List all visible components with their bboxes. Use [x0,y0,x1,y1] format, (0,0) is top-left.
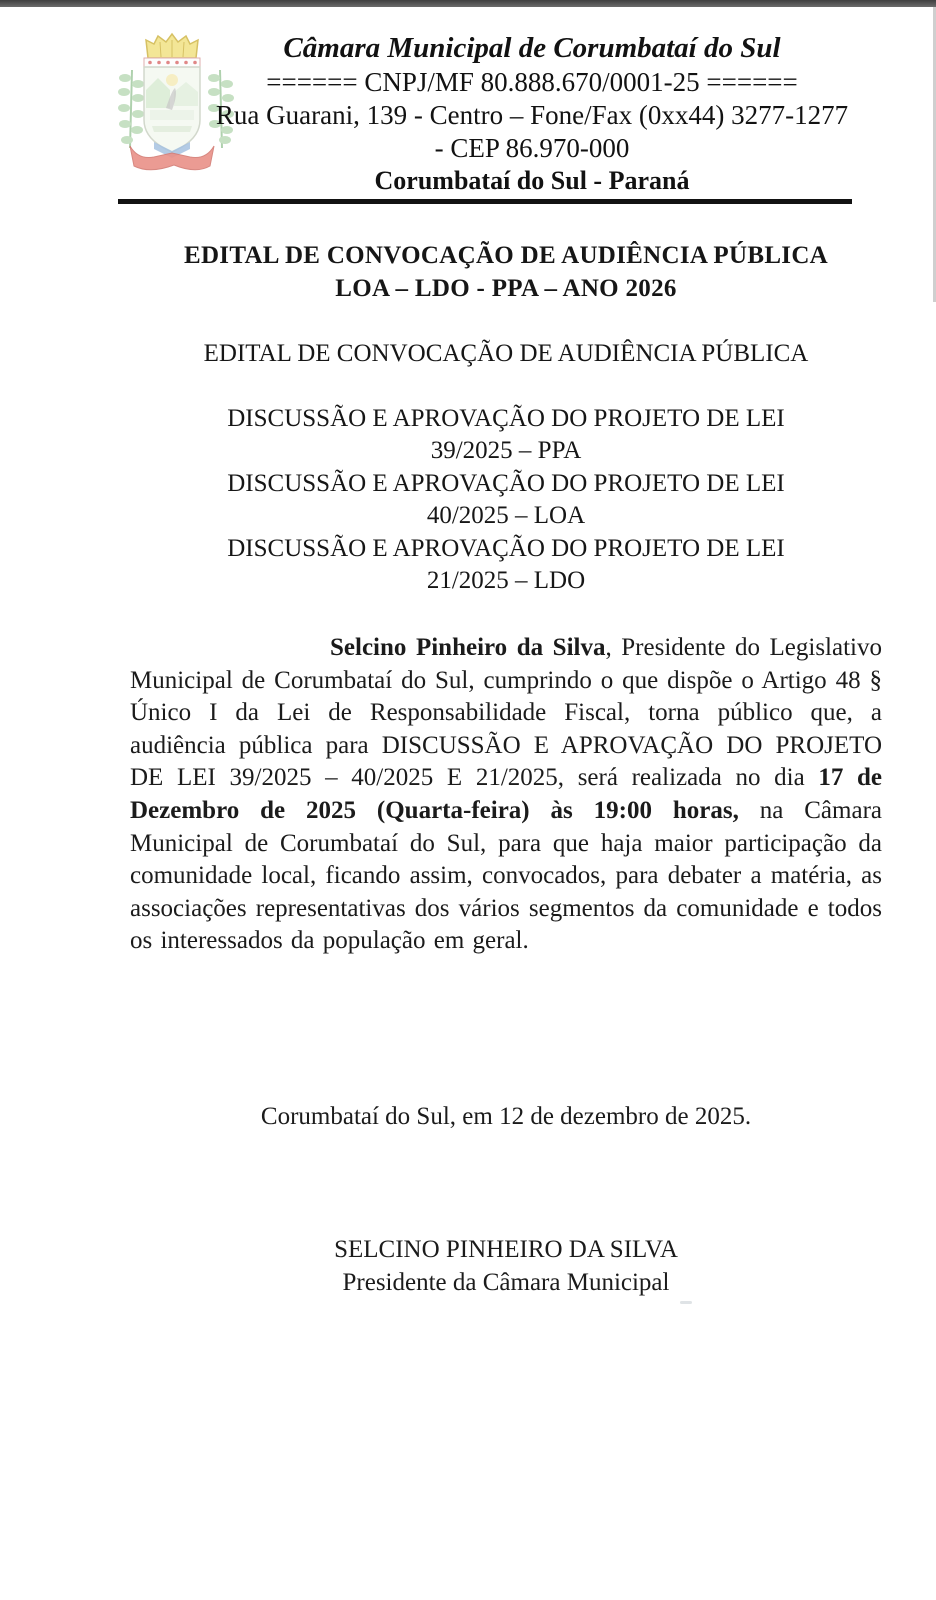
subject-3-line2: 21/2025 – LDO [426,567,586,594]
edital-subtitle: EDITAL DE CONVOCAÇÃO DE AUDIÊNCIA PÚBLICA [203,339,809,367]
edital-title-line2: LOA – LDO - PPA – ANO 2026 [335,274,677,302]
spacer [130,370,882,403]
signature-role: Presidente da Câmara Municipal [342,1269,670,1296]
president-name-inline: Selcino Pinheiro da Silva [330,634,606,661]
header-divider [118,199,852,204]
branch-left [118,70,144,148]
city-state-line: Corumbataí do Sul - Paraná [374,166,690,195]
edital-title-line1: EDITAL DE CONVOCAÇÃO DE AUDIÊNCIA PÚBLICA [183,242,829,269]
title-block [130,240,882,598]
cnpj-line: ====== CNPJ/MF 80.888.670/0001-25 ====== [266,67,798,97]
scan-artifact [680,1301,692,1304]
subject-3-line1: DISCUSSÃO E APROVAÇÃO DO PROJETO DE LEI [227,534,785,562]
viewer-top-edge [0,0,936,7]
address-line: Rua Guarani, 139 - Centro – Fone/Fax (0xx44) 3277-1277 [215,100,849,130]
signature-block [130,1233,882,1299]
cep-line: - CEP 86.970-000 [434,133,630,163]
letterhead [160,30,904,197]
dateline: Corumbataí do Sul, em 12 de dezembro de 2025. [260,1103,752,1130]
subject-1-line1: DISCUSSÃO E APROVAÇÃO DO PROJETO DE LEI [227,404,785,432]
subject-2-line1: DISCUSSÃO E APROVAÇÃO DO PROJETO DE LEI [227,469,785,497]
hearing-datetime: 17 de Dezembro de 2025 (Quarta-feira) às 19:00 horas, [130,764,882,824]
signature-name: SELCINO PINHEIRO DA SILVA [334,1236,678,1263]
org-name: Câmara Municipal de Corumbataí do Sul [283,32,781,64]
body-paragraph [130,632,882,958]
body-text-segment2: na Câmara Municipal de Corumbataí do Sul, para que haja maior participação da comunidade local, ficando assim, convocados, para debater a matéria, as associações representativas dos vários segmentos da comunidade e todos os interessados da população em geral. [130,796,882,955]
spacer [130,305,882,338]
body-text-segment1: , Presidente do Legislativo Municipal de Corumbataí do Sul, cumprindo o que dispõe o Artigo 48 § Único I da Lei de Responsabilidade Fiscal, torna público que, a audiência pública para DISCUSSÃO E APROVAÇÃO DO PROJETO DE LEI 39/2025 – 40/2025 E 21/2025, será realizada no dia [130,634,882,792]
subject-1-line2: 39/2025 – PPA [430,437,582,464]
subject-2-line2: 40/2025 – LOA [426,502,586,529]
